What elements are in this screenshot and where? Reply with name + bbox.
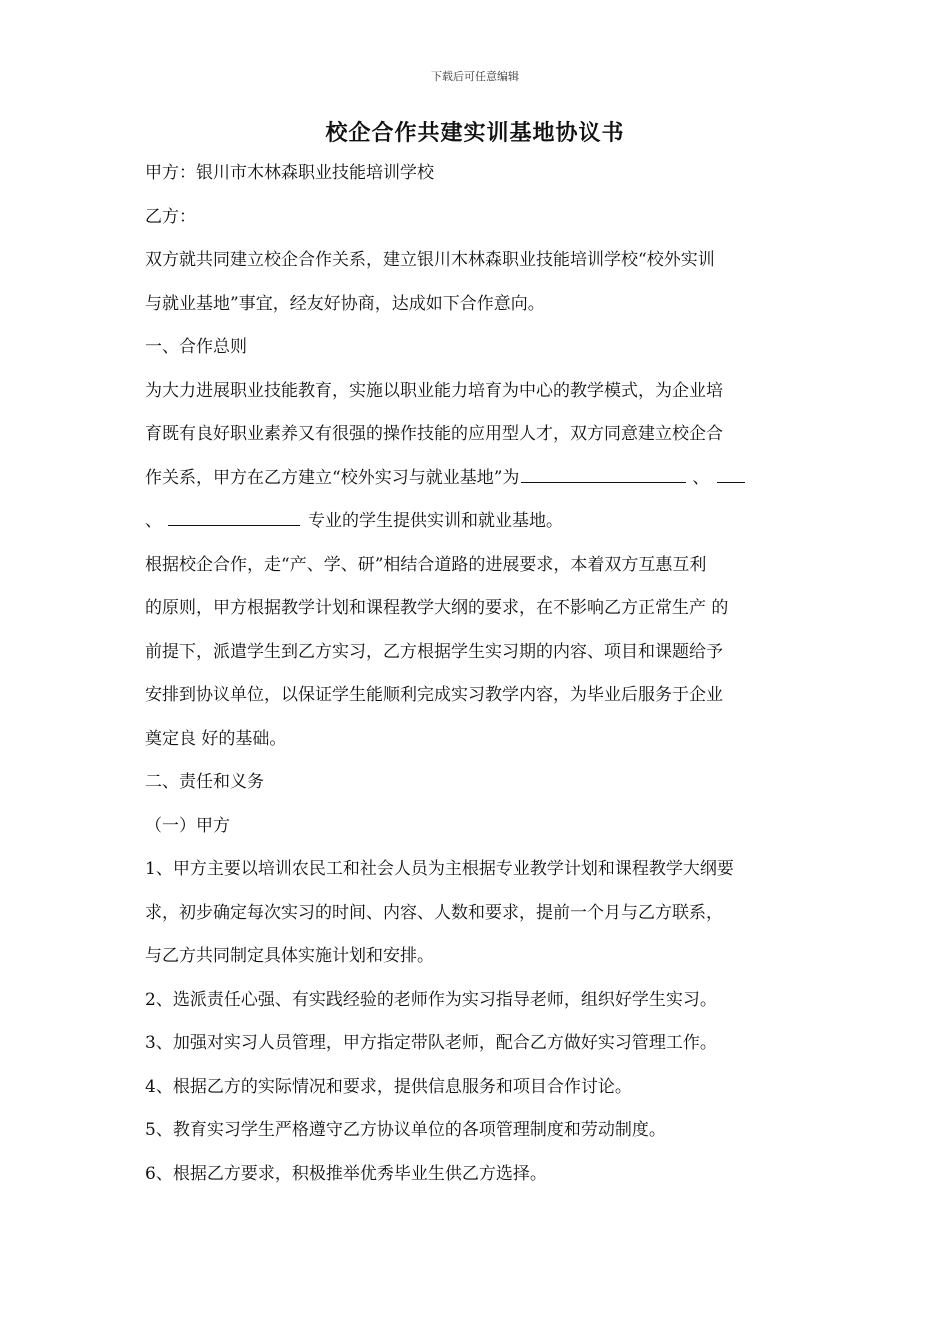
document-title: 校企合作共建实训基地协议书 bbox=[325, 120, 625, 146]
separator-comma: 、 bbox=[692, 467, 710, 488]
item-1-line-1: 1、甲方主要以培训农民工和社会人员为主根据专业教学计划和课程教学大纲要 bbox=[145, 859, 734, 879]
section-1-para-2-line-2: 的原则，甲方根据教学计划和课程教学大纲的要求，在不影响乙方正常生产 的 bbox=[145, 598, 729, 618]
section-1-para-1-line-2: 育既有良好职业素养又有很强的操作技能的应用型人才，双方同意建立校企合 bbox=[145, 424, 723, 444]
section-1-para-2-line-4: 安排到协议单位，以保证学生能顺利完成实习教学内容，为毕业后服务于企业 bbox=[145, 685, 723, 705]
section-1-para-2-line-3: 前提下，派遣学生到乙方实习，乙方根据学生实习期的内容、项目和课题给予 bbox=[145, 641, 723, 662]
section-1-heading: 一、合作总则 bbox=[145, 337, 247, 357]
item-1-line-3: 与乙方共同制定具体实施计划和安排。 bbox=[145, 946, 434, 966]
item-5: 5、教育实习学生严格遵守乙方协议单位的各项管理制度和劳动制度。 bbox=[145, 1120, 666, 1140]
intro-line-2: 与就业基地”事宜，经友好协商，达成如下合作意向。 bbox=[145, 293, 545, 314]
fill-in-blank-major-1[interactable] bbox=[521, 462, 686, 483]
party-b-line: 乙方： bbox=[145, 206, 196, 227]
separator-comma-start: 、 bbox=[145, 511, 162, 531]
item-1-line-2: 求，初步确定每次实习的时间、内容、人数和要求，提前一个月与乙方联系， bbox=[145, 902, 723, 923]
item-6: 6、根据乙方要求，积极推举优秀毕业生供乙方选择。 bbox=[145, 1163, 547, 1184]
fill-in-blank-major-2[interactable] bbox=[717, 462, 745, 483]
item-3: 3、加强对实习人员管理，甲方指定带队老师，配合乙方做好实习管理工作。 bbox=[145, 1033, 717, 1053]
item-4: 4、根据乙方的实际情况和要求，提供信息服务和项目合作讨论。 bbox=[145, 1076, 632, 1097]
section-1-para-2-line-5: 奠定良 好的基础。 bbox=[145, 728, 287, 749]
header-note: 下载后可任意编辑 bbox=[431, 70, 519, 83]
section-1-para-1-line-4 bbox=[145, 500, 810, 544]
line-3-text: 作关系，甲方在乙方建立“校外实习与就业基地”为 bbox=[145, 467, 520, 488]
party-a-line: 甲方：银川市木林森职业技能培训学校 bbox=[145, 163, 434, 183]
section-1-para-1-line-3 bbox=[145, 457, 810, 501]
intro-line-1: 双方就共同建立校企合作关系，建立银川木林森职业技能培训学校“校外实训 bbox=[145, 250, 715, 270]
section-1-para-2-line-1: 根据校企合作，走“产、学、研”相结合道路的进展要求，本着双方互惠互利 bbox=[145, 554, 707, 575]
section-1-para-1-line-1: 为大力进展职业技能教育，实施以职业能力培育为中心的教学模式，为企业培 bbox=[145, 380, 723, 401]
document-body bbox=[145, 152, 810, 1196]
subsection-a-heading: （一）甲方 bbox=[145, 815, 230, 836]
item-2: 2、选派责任心强、有实践经验的老师作为实习指导老师，组织好学生实习。 bbox=[145, 989, 717, 1010]
line-4-text: 专业的学生提供实训和就业基地。 bbox=[308, 511, 563, 531]
section-2-heading: 二、责任和义务 bbox=[145, 772, 264, 792]
fill-in-blank-major-3[interactable] bbox=[168, 505, 300, 526]
